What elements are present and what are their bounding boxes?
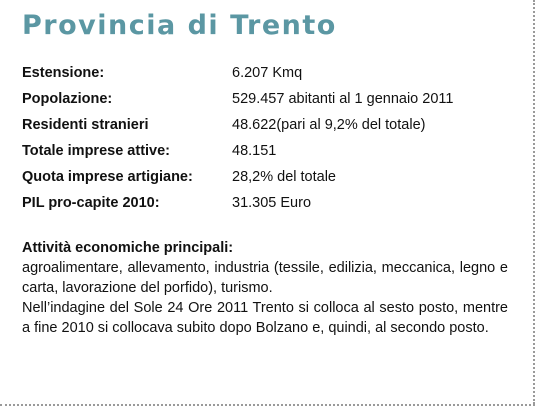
dotted-border-bottom: [0, 404, 535, 406]
stat-value: 48.151: [232, 143, 277, 159]
stat-value: 28,2% del totale: [232, 169, 336, 185]
economy-heading: Attività economiche principali:: [22, 240, 234, 256]
stats-table: [22, 60, 522, 216]
stat-value: 31.305 Euro: [232, 195, 312, 211]
stat-row-popolazione: [22, 86, 522, 112]
stat-label: Estensione:: [22, 65, 105, 81]
economy-ranking: Nell’indagine del Sole 24 Ore 2011 Trento si colloca al sesto posto, mentre a fine 2010 si collocava subito dopo Bolzano e, quindi, al secondo posto.: [22, 300, 508, 336]
stat-label: Residenti stranieri: [22, 117, 149, 133]
stat-row-residenti-stranieri: [22, 112, 522, 138]
stat-row-pil-pro-capite: [22, 190, 522, 216]
stat-row-imprese-artigiane: [22, 164, 522, 190]
stat-label: Totale imprese attive:: [22, 143, 171, 159]
stat-value: 48.622(pari al 9,2% del totale): [232, 117, 426, 133]
stat-label: PIL pro-capite 2010:: [22, 195, 160, 211]
economy-section: [22, 238, 508, 338]
stat-value: 529.457 abitanti al 1 gennaio 2011: [232, 91, 454, 107]
dotted-border-right: [533, 0, 535, 404]
page-title: Provincia di Trento: [22, 10, 337, 41]
stat-value: 6.207 Kmq: [232, 65, 303, 81]
stat-label: Popolazione:: [22, 91, 113, 107]
stat-label: Quota imprese artigiane:: [22, 169, 193, 185]
economy-activities: agroalimentare, allevamento, industria (tessile, edilizia, meccanica, legno e carta, lavorazione del porfido), turismo.: [22, 260, 508, 296]
stat-row-estensione: [22, 60, 522, 86]
stat-row-imprese-attive: [22, 138, 522, 164]
